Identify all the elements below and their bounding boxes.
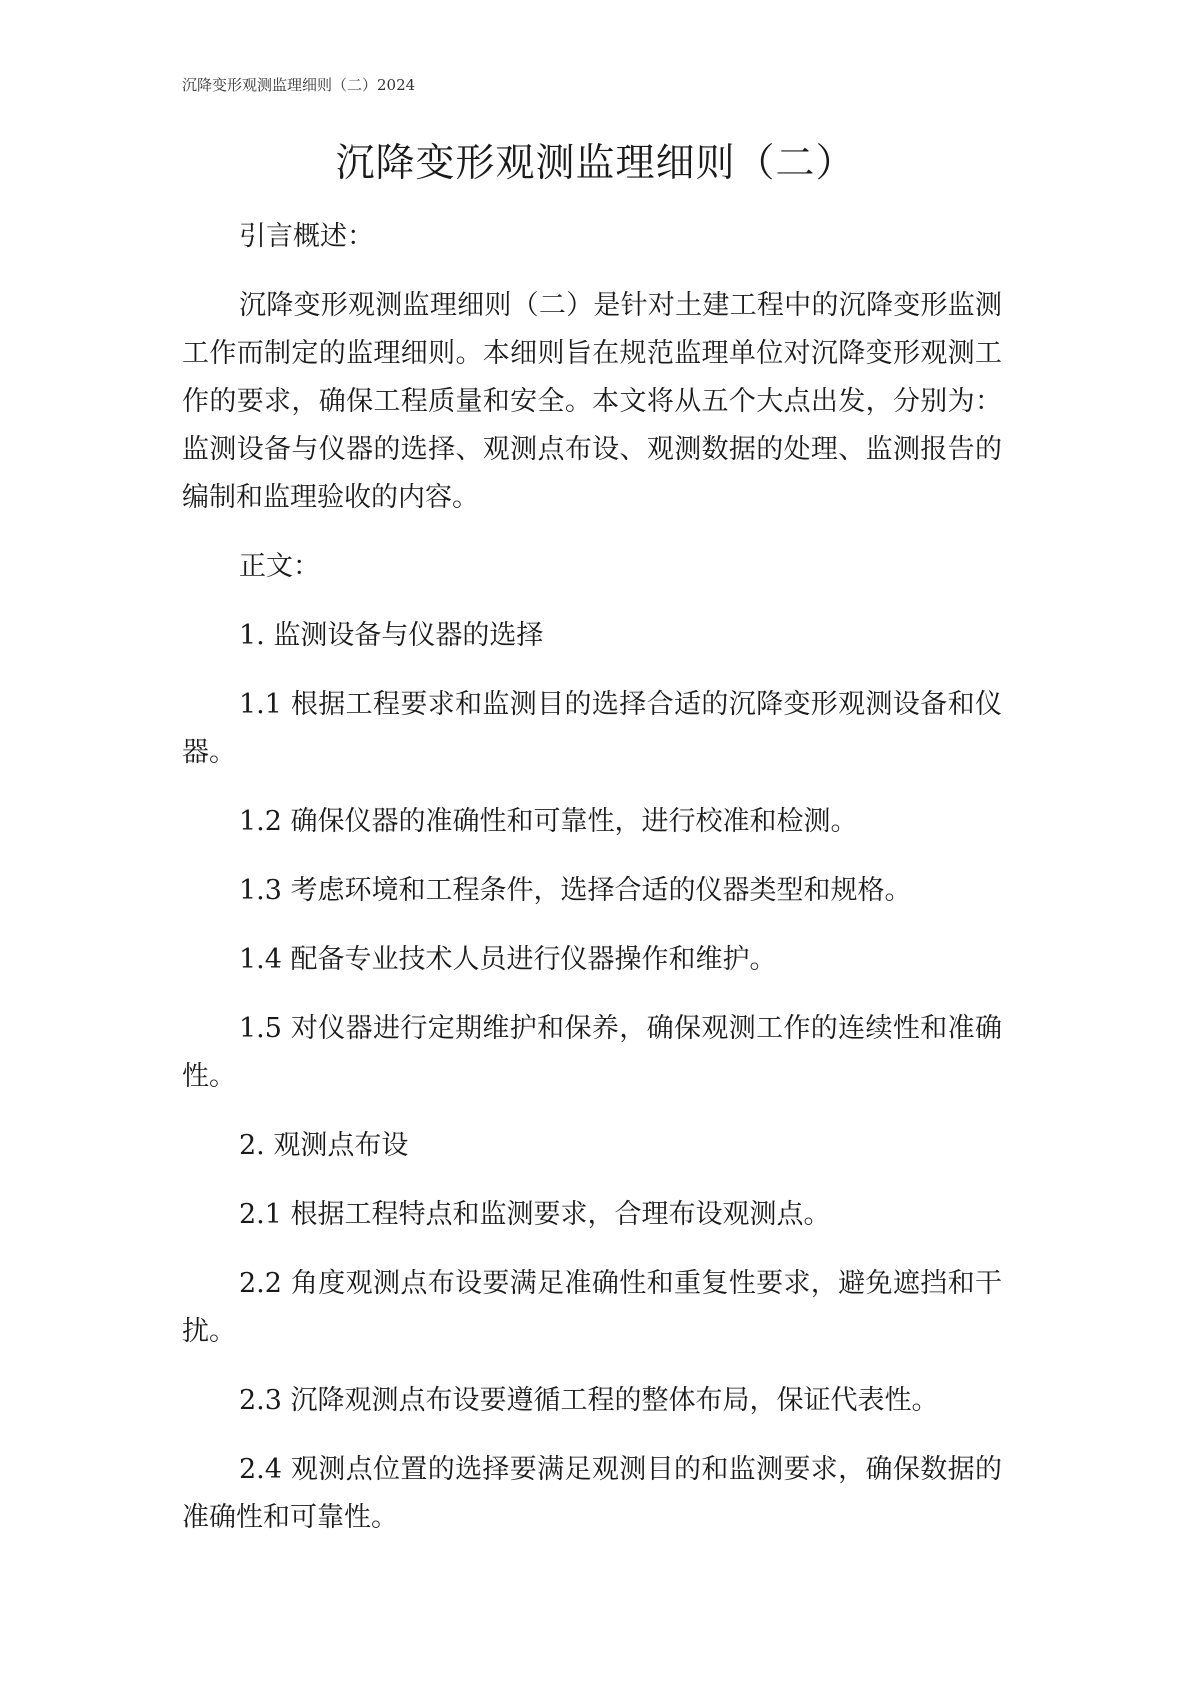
- intro-paragraph: 沉降变形观测监理细则（二）是针对土建工程中的沉降变形监测工作而制定的监理细则。本细则旨在规范监理单位对沉降变形观测工作的要求，确保工程质量和安全。本文将从五个大点出发，分别为：监测设备与仪器的选择、观测点布设、观测数据的处理、监测报告的编制和监理验收的内容。: [182, 290, 1002, 513]
- running-header: 沉降变形观测监理细则（二）2024: [182, 76, 416, 94]
- item-1-3: 1.3 考虑环境和工程条件，选择合适的仪器类型和规格。: [239, 875, 912, 906]
- main-text-heading: 正文：: [239, 551, 320, 582]
- item-1-1: 1.1 根据工程要求和监测目的选择合适的沉降变形观测设备和仪器。: [182, 689, 1002, 768]
- item-2-2: 2.2 角度观测点布设要满足准确性和重复性要求，避免遮挡和干扰。: [182, 1268, 1002, 1347]
- section-1-heading: 1. 监测设备与仪器的选择: [239, 620, 544, 651]
- item-2-3: 2.3 沉降观测点布设要遵循工程的整体布局，保证代表性。: [239, 1385, 939, 1416]
- document-body: [182, 213, 1002, 1563]
- document-title: 沉降变形观测监理细则（二）: [335, 141, 856, 186]
- section-2-heading: 2. 观测点布设: [239, 1130, 409, 1161]
- item-1-5: 1.5 对仪器进行定期维护和保养，确保观测工作的连续性和准确性。: [182, 1013, 1002, 1092]
- item-1-4: 1.4 配备专业技术人员进行仪器操作和维护。: [239, 944, 777, 975]
- intro-heading: 引言概述：: [239, 221, 374, 252]
- item-1-2: 1.2 确保仪器的准确性和可靠性，进行校准和检测。: [239, 806, 858, 837]
- item-2-4: 2.4 观测点位置的选择要满足观测目的和监测要求，确保数据的准确性和可靠性。: [182, 1454, 1002, 1533]
- item-2-1: 2.1 根据工程特点和监测要求，合理布设观测点。: [239, 1199, 831, 1230]
